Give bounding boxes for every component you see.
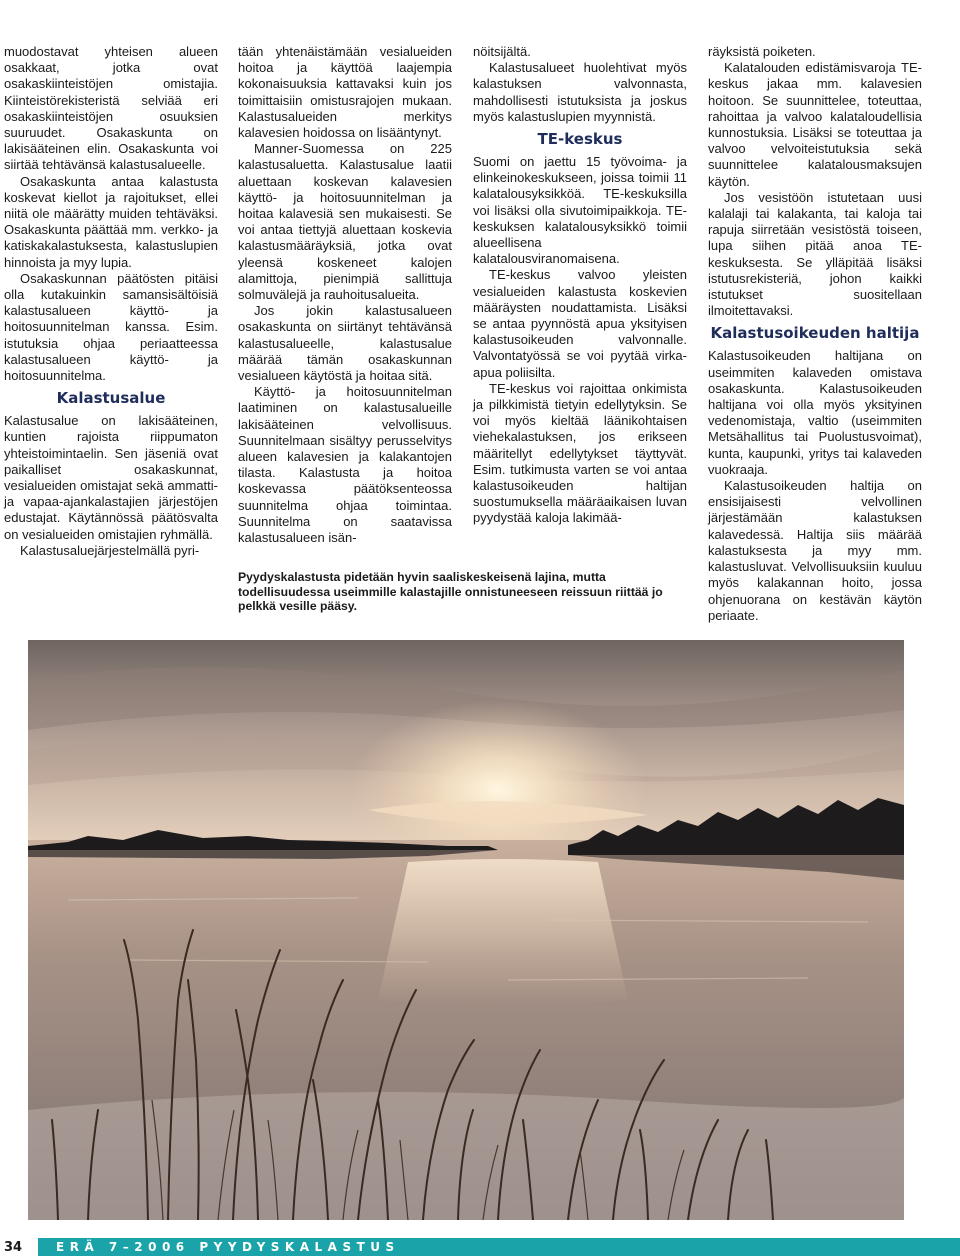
paragraph: tään yhtenäistämään vesialueiden hoitoa ja käyttöä laajempia kokonaisuuksia kattavaksi kuin jos toimittaisiin omistusrajojen mukaan. Kalastusalueiden merkitys kalavesien hoidossa on lisääntynyt. xyxy=(238,44,452,141)
paragraph: räyksistä poiketen. xyxy=(708,44,816,59)
section-heading-te-keskus: TE-keskus xyxy=(537,130,623,149)
paragraph: Kalastusalueet huolehtivat myös kalastuksen valvonnasta, mahdollisesti istutuksista ja joskus myös kalastuslupien myynnistä. xyxy=(473,60,687,124)
text-column-4 xyxy=(708,44,922,624)
text-column-1 xyxy=(4,44,218,559)
paragraph: Osakaskunnan päätösten pitäisi olla kutakuinkin samansisältöisiä kalastusalueen käyttö- ja hoitosuunnitelman kanssa. Esim. istutuksia ohjaa periaatteessa kalastusalueen käyttö- ja hoitosuunnitelma. xyxy=(4,270,218,384)
paragraph: Osakaskunta antaa kalastusta koskevat kiellot ja rajoitukset, ellei niitä ole määrätty muiden tehtäväksi. Osakaskunta päättää mm. verkko- ja katiskakalastuksesta, kalastuslupien hinnoista ja myy lupia. xyxy=(4,173,218,270)
text-column-2 xyxy=(238,44,452,546)
text-column-3 xyxy=(473,44,687,527)
section-heading-kalastusoikeuden-haltija: Kalastusoikeuden haltija xyxy=(710,324,920,343)
publication-name: ERÄ 7–2006 PYYDYSKALASTUS xyxy=(56,1240,400,1254)
paragraph: Manner-Suomessa on 225 kalastusaluetta. Kalastusalue laatii aluettaan koskevan kalavesien käyttö- ja hoitosuunnitelman ja hoitaa kalavesiä sen mukaisesti. Se voi antaa tiettyjä aluettaan koskevia kalastusmääräyksiä, jotka ovat yleensä koskeneet kalojen alamittoja, pienimpiä sallittuja solmuvälejä ja rauhoitusalueita. xyxy=(238,141,452,303)
photo-caption: Pyydyskalastusta pidetään hyvin saaliskeskeisenä lajina, mutta todellisuudessa useimmille kalastajille onnistuneeseen reissuun riittää jo pelkkä vesille pääsy. xyxy=(238,570,663,614)
paragraph: Kalastusoikeuden haltija on ensisijaisesti velvollinen järjestämään kalastuksen kalavedessä. Haltija siis määrää kalastuksesta ja myy mm. kalastusluvat. Velvollisuuksiin kuuluu myös kalakannan hoito, jossa ohjenuorana on kestävän käytön periaate. xyxy=(708,478,922,623)
paragraph: Jos vesistöön istutetaan uusi kalalaji tai kalakanta, tai kaloja tai rapuja siirretään vesistöstä toiseen, lupa siihen pitää anoa TE-keskuksesta. Se ylläpitää lisäksi istutusrekisteriä, johon kaikki istutukset suositellaan ilmoitettavaksi. xyxy=(708,189,922,319)
paragraph: Käyttö- ja hoitosuunnitelman laatiminen on kalastusalueille lakisääteinen velvollisuus. Suunnitelmaan sisältyy perusselvitys alueen kalavesien ja kalakantojen tilasta. Kalastusta ja hoitoa koskevassa päätöksenteossa suunnitelma ohjaa toimintaa. Suunnitelma on saatavissa kalastusalueen isän- xyxy=(238,384,452,546)
paragraph: Jos jokin kalastusalueen osakaskunta on siirtänyt tehtävänsä kalastusalueelle, kalastusalue määrää tämän osakaskunnan vesialueen käytöstä ja hoitaa sitä. xyxy=(238,303,452,384)
paragraph: Kalastusaluejärjestelmällä pyri- xyxy=(20,542,200,558)
paragraph: Kalastusoikeuden haltijana on useimmiten kalaveden omistava osakaskunta. Kalastusoikeuden haltijana voi olla myös yksityinen vedenomistaja, valtio (useimmiten Metsähallitus tai Puolustusvoimat), kunta, kaupunki, yritys tai kalaveden vuokraaja. xyxy=(708,348,922,477)
paragraph: muodostavat yhteisen alueen osakkaat, jotka ovat osakaskiinteistöjen omistajia. Kiinteistörekisteristä selviää eri osakaskiinteistöjen osuuksien suuruudet. Osakaskunta on lakisääteinen elin. Osakaskunta voi siirtää tehtävänsä kalastusalueelle. xyxy=(4,44,218,173)
paragraph: Kalatalouden edistämisvaroja TE-keskus jakaa mm. kalavesien hoitoon. Se suunnittelee, toteuttaa, rahoittaa ja valvoo kalataloudellisia kunnostuksia. Lisäksi se toteuttaa ja valvoo velvoiteistutuksia sekä suunnittelee kalatalousmaksujen käytön. xyxy=(708,60,922,189)
section-heading-kalastusalue: Kalastusalue xyxy=(56,389,166,408)
paragraph: Kalastusalue on lakisääteinen, kuntien rajoista riippumaton yhteistoimintaelin. Sen jäseniä ovat paikalliset osakaskunnat, vesialueiden omistajat sekä ammatti- ja vapaa-ajankalastajien järjestöjen edustajat. Käytännössä päätösvalta on vesialueiden omistajien ryhmällä. xyxy=(4,413,218,542)
page-number: 34 xyxy=(4,1240,23,1255)
paragraph: TE-keskus voi rajoittaa onkimista ja pilkkimistä tietyin edellytyksin. Se voi myös kieltää läänikohtaisen viehekalastuksen, jos erikseen määritellyt edellytykset täyttyvät. Esim. tutkimusta varten se voi antaa kalastusoikeuden haltijan suostumuksella määräaikaisen luvan pyydystää kaloja lakimää- xyxy=(473,380,687,526)
lake-sunset-photo xyxy=(28,640,904,1220)
paragraph: nöitsijältä. xyxy=(473,44,531,59)
paragraph: TE-keskus valvoo yleisten vesialueiden kalastusta koskevien määräysten noudattamista. Lisäksi se antaa pyynnöstä apua yksityisen kalastusoikeuden valvonnalle. Valvontatyössä se voi pyytää virka-apua poliisilta. xyxy=(473,267,687,380)
paragraph: Suomi on jaettu 15 työvoima- ja elinkeinokeskukseen, joissa toimii 11 kalatalousyksikköä. TE-keskuksilla voi lisäksi olla sivutoimipaikkoja. TE-keskuksen kalatalousyksikkö toimii alueellisena kalatalousviranomaisena. xyxy=(473,154,687,267)
